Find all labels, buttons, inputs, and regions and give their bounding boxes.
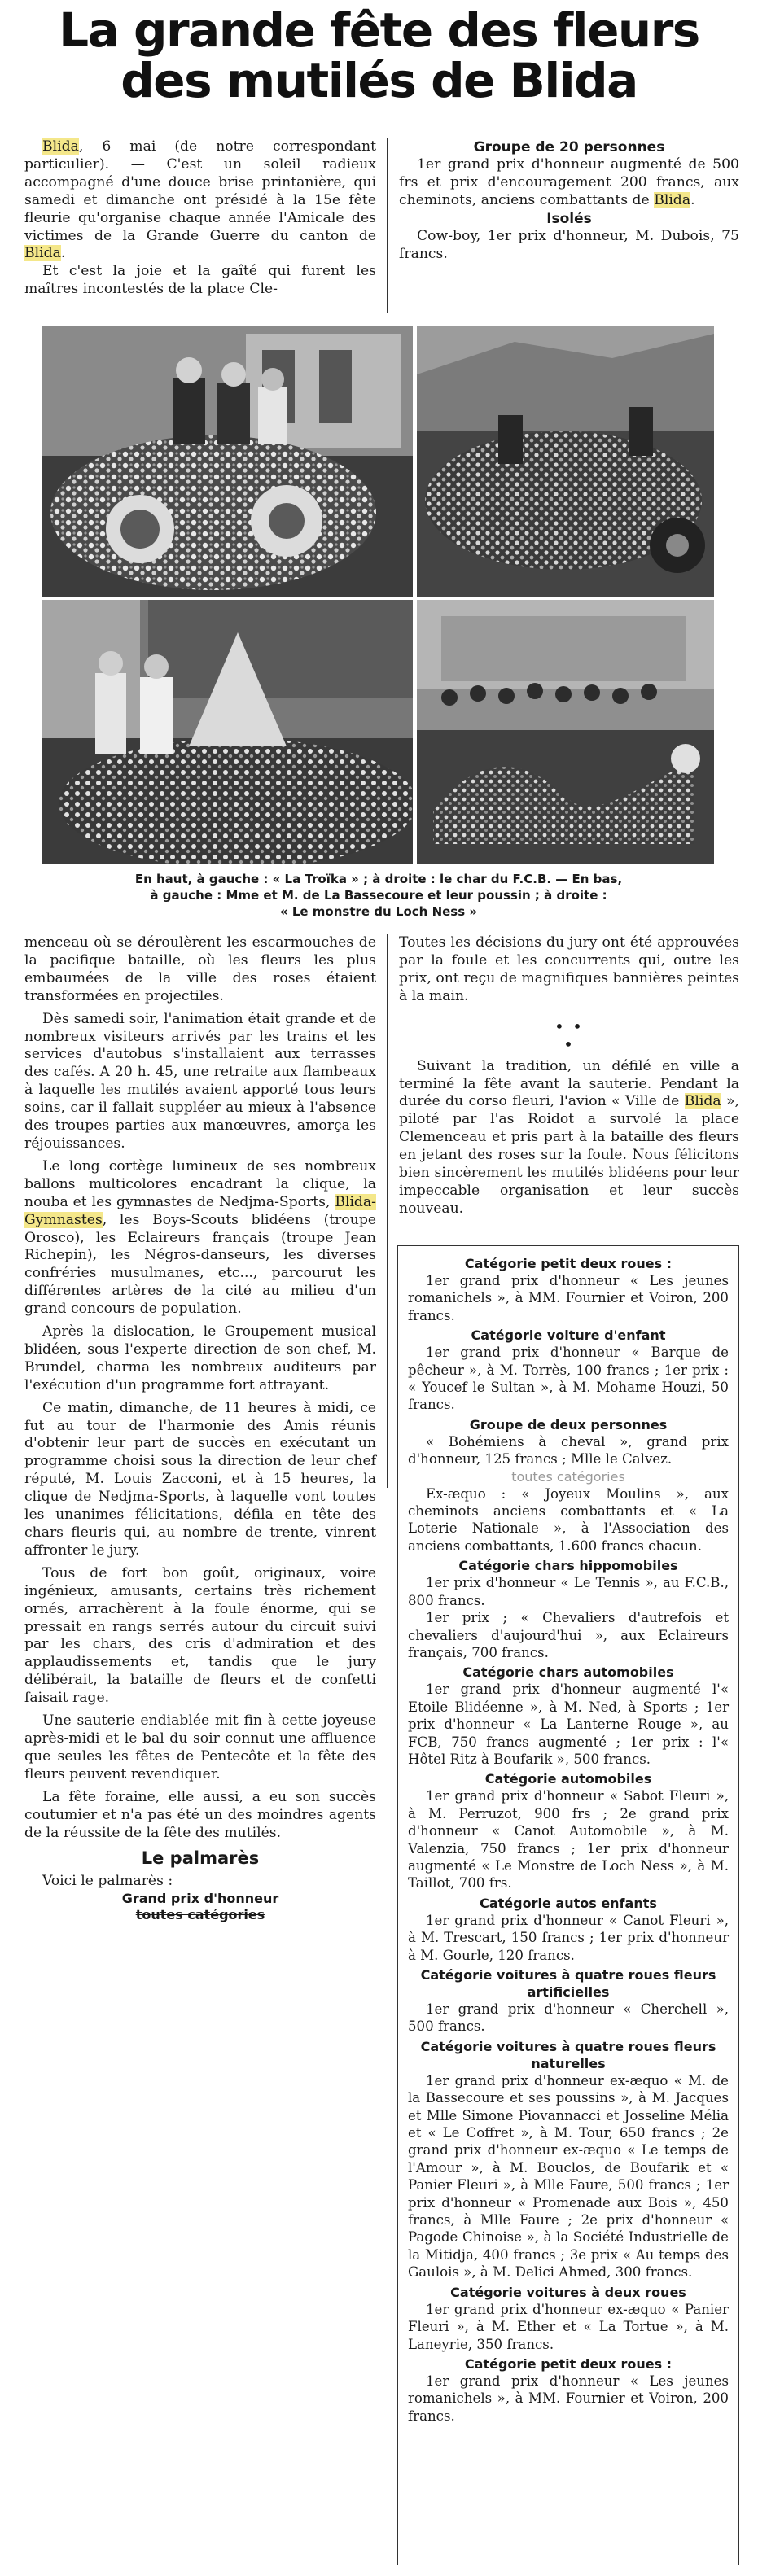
prize-list	[408, 1255, 729, 2425]
prize-entry: 1er grand prix d'honneur « Les jeunes romanichels », à MM. Fournier et Voiron, 200 francs.	[408, 1273, 729, 1323]
prize-entry: 1er grand prix d'honneur augmenté l'« Etoile Blidéenne », à M. Ned, à Sports ; 1er prix d'honneur « La Lanterne Rouge », au FCB, 750 francs augmenté ; 1er prix : l'« Hôtel Ritz à Boufarik », 500 francs.	[408, 1682, 729, 1767]
intro-column	[24, 138, 376, 299]
group20-title: Groupe de 20 personnes	[473, 139, 665, 155]
palmares-sub1: Grand prix d'honneur	[121, 1891, 279, 1907]
prize-category-heading: Catégorie voiture d'enfant	[471, 1327, 666, 1344]
column-divider	[387, 934, 388, 1488]
prize-category-heading: Catégorie chars automobiles	[462, 1664, 674, 1681]
palmares-title: Le palmarès	[141, 1848, 260, 1869]
body-paragraph: Une sauterie endiablée mit fin à cette joyeuse après-midi et le bal du soir connut une affluence que seules les fêtes de Pentecôte et la fête des fleurs peuvent revendiquer.	[24, 1712, 376, 1782]
prize-entry: 1er grand prix d'honneur « Cherchell », 500 francs.	[408, 2001, 729, 2035]
body-paragraph: Ce matin, dimanche, de 11 heures à midi, ce fut au tour de l'harmonie des Amis réunis d'obtenir leur part de succès en exécutant un programme choisi sous la direction de leur chef réputé, M. Louis Zacconi, et à 15 heures, la clique de Nedjma-Sports, à laquelle vont toutes les unanimes félicitations, défila en tête des chars fleuris qui, au nombre de trente, vinrent affronter le jury.	[24, 1399, 376, 1559]
body-paragraph: Tous de fort bon goût, originaux, voire ingénieux, amusants, certains très richement ornés, arrachèrent à la foule énorme, qui se pressait en rangs serrés autour du circuit suivi par les chars, des cris d'admiration et des applaudissements et, tandis que le jury délibérait, la bataille de fleurs et de confetti faisait rage.	[24, 1564, 376, 1707]
prize-entry: « Bohémiens à cheval », grand prix d'honneur, 125 francs ; Mlle le Calvez.	[408, 1433, 729, 1467]
prize-category-heading: Catégorie petit deux roues :	[464, 1256, 673, 1271]
highlight-blida-gymnastes: Blida-Gymnastes	[24, 1193, 376, 1228]
body-paragraph: menceau où se déroulèrent les escarmouches de la pacifique bataille, où les fleurs les plus embaumées de la ville des roses étaient transformées en projectiles.	[24, 934, 376, 1004]
prize-entry: 1er prix d'honneur « Le Tennis », au F.C.B., 800 francs.	[408, 1575, 729, 1608]
prize-entry: Ex-æquo : « Joyeux Moulins », aux cheminots anciens combattants et « La Loterie Nationale », à l'Association des anciens combattants, 1.600 francs chacun.	[408, 1485, 729, 1554]
prize-category-heading: Catégorie voitures à quatre roues fleurs naturelles	[420, 2038, 716, 2071]
prize-category-heading: Catégorie voitures à deux roues	[450, 2284, 686, 2300]
body-right-column	[399, 934, 739, 1218]
prize-category-heading: Groupe de deux personnes	[469, 1416, 668, 1432]
prize-entry: 1er grand prix d'honneur « Les jeunes romanichels », à MM. Fournier et Voiron, 200 francs.	[408, 2373, 729, 2424]
photo-bassecoure	[42, 600, 413, 864]
prize-entry: 1er grand prix d'honneur « Canot Fleuri », à M. Trescart, 150 francs ; 1er prix d'honneur à M. Gourle, 120 francs.	[408, 1912, 729, 1963]
prize-category-heading: Catégorie automobiles	[484, 1771, 652, 1787]
prize-entry: 1er prix ; « Chevaliers d'autrefois et chevaliers d'aujourd'hui », aux Eclaireurs français, 700 francs.	[408, 1610, 729, 1660]
body-paragraph: Suivant la tradition, un défilé en ville a terminé la fête avant la sauterie. Pendant la durée du corso fleuri, l'avion « Ville de Blida », piloté par l'as Roidot a survolé la place Clemenceau et pris part à la bataille des fleurs en jetant des roses sur la foule. Nous félicitons bien sincèrement les mutilés blidéens pour leur impeccable organisation et leur succès nouveau.	[399, 1057, 739, 1217]
body-left-column	[24, 934, 376, 1923]
highlight-blida: Blida	[654, 191, 691, 208]
headline	[0, 2, 758, 108]
prize-category-heading: Catégorie voitures à quatre roues fleurs artificielles	[420, 1967, 716, 2000]
isoles-title: Isolés	[546, 210, 592, 227]
headline-line1: La grande fête des fleurs	[59, 2, 699, 58]
isoles-text: Cow-boy, 1er prix d'honneur, M. Dubois, 75 francs.	[399, 227, 739, 262]
prize-list-box	[397, 1245, 739, 2565]
column-divider	[387, 138, 388, 313]
highlight-blida: Blida	[684, 1093, 721, 1110]
body-paragraph: Le long cortège lumineux de ses nombreux ballons multicolores encadrant la clique, la nouba et les gymnastes de Nedjma-Sports, Blida-Gymnastes, les Boys-Scouts blidéens (troupe Orosco), les Eclaireurs français (troupe Jean Richepin), les Négros-danseurs, les diverses confréries musulmanes, etc..., parcourut les différentes artères de la cité au milieu d'un grand concours de population.	[24, 1157, 376, 1318]
headline-line2: des mutilés de Blida	[120, 53, 638, 108]
prize-entry: 1er grand prix d'honneur « Sabot Fleuri », à M. Perruzot, 900 frs ; 2e grand prix d'honneur « Canot Automobile », à M. Valenzia, 750 francs ; 1er prix d'honneur augmenté « Le Monstre de Loch Ness », à M. Taillot, 700 frs.	[408, 1788, 729, 1892]
prize-entry: 1er grand prix d'honneur « Barque de pêcheur », à M. Torrès, 100 francs ; 1er prix : « Youcef le Sultan », à M. Mohame Houzi, 50 francs.	[408, 1345, 729, 1413]
prize-entry: 1er grand prix d'honneur ex-æquo « Panier Fleuri », à M. Ether et « La Tortue », à M. Laneyrie, 350 francs.	[408, 2301, 729, 2352]
section-dots: • • •	[554, 1016, 584, 1054]
body-paragraph: La fête foraine, elle aussi, a eu son succès coutumier et n'a pas été un des moindres agents de la réussite de la fête des mutilés.	[24, 1788, 376, 1841]
photo-caption: En haut, à gauche : « La Troïka » ; à droite : le char du F.C.B. — En bas, à gauche : Mme et M. de La Bassecoure et leur poussin ; à droite : « Le monstre du Loch Ness »	[134, 872, 623, 919]
palmares-intro: Voici le palmarès :	[42, 1873, 173, 1890]
photo-la-troika	[42, 326, 413, 597]
highlight-blida: Blida	[24, 245, 61, 262]
topright-column	[399, 138, 739, 264]
palmares-sub2: toutes catégories	[135, 1907, 265, 1923]
prize-category-heading: Catégorie autos enfants	[480, 1895, 657, 1911]
prize-faint-heading: toutes catégories	[511, 1468, 625, 1485]
photo-char-fcb	[417, 326, 714, 597]
prize-entry: 1er grand prix d'honneur ex-æquo « M. de la Bassecoure et ses poussins », à M. Jacques et Mlle Simone Piovannacci et Josseline Mélia et « Le Coffret », à M. Tour, 650 francs ; 2e grand prix d'honneur ex-æquo « Le temps de l'Amour », à M. Bouclos, de Boufarik et « Panier Fleuri », à Mlle Faure, 500 francs ; 1er prix d'honneur « Promenade aux Bois », 450 francs, à Mlle Faure ; 2e prix d'honneur « Pagode Chinoise », à la Société Industrielle de la Mitidja, 400 francs ; 3e prix « Au temps des Gaulois », à M. Delici Ahmed, 300 francs.	[408, 2072, 729, 2281]
body-paragraph: Toutes les décisions du jury ont été approuvées par la foule et les concurrents qui, outre les prix, ont reçu de magnifiques bannières peintes à la main.	[399, 934, 739, 1004]
highlight-blida: Blida	[42, 138, 79, 155]
intro-paragraph-1: Blida, 6 mai (de notre correspondant particulier). — C'est un soleil radieux accompagné d'une douce brise printanière, qui samedi et dimanche ont présidé à la 15e fête fleurie qu'organise chaque année l'Amicale des victimes de la Grande Guerre du canton de Blida.	[24, 138, 376, 262]
body-paragraph: Dès samedi soir, l'animation était grande et de nombreux visiteurs arrivés par les trains et les services d'autobus s'installaient aux terrasses des cafés. A 20 h. 45, une retraite aux flambeaux à laquelle les mutilés avaient apporté tous leurs soins, car il fallait suppléer au mieux à l'absence des troupes parties aux manœuvres, amorça les réjouissances.	[24, 1010, 376, 1152]
intro-paragraph-2: Et c'est la joie et la gaîté qui furent les maîtres incontestés de la place Cle-	[24, 263, 376, 298]
prize-category-heading: Catégorie petit deux roues :	[464, 2355, 673, 2372]
body-paragraph: Après la dislocation, le Groupement musical blidéen, sous l'experte direction de son chef, M. Brundel, charma les nombreux auditeurs par l'exécution d'un programme fort attrayant.	[24, 1323, 376, 1393]
photo-loch-ness	[417, 600, 714, 864]
group20-text: 1er grand prix d'honneur augmenté de 500 frs et prix d'encouragement 200 francs, aux cheminots, anciens combattants de Blida.	[399, 156, 739, 208]
prize-category-heading: Catégorie chars hippomobiles	[458, 1558, 678, 1574]
